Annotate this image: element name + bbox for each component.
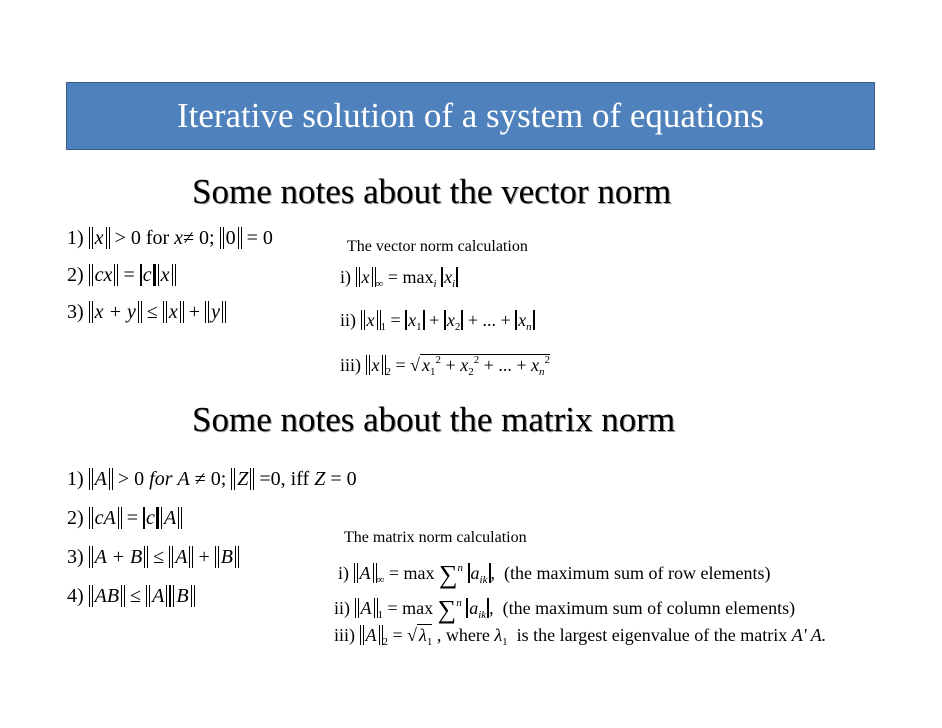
matrix-property-1: 1) A > 0 for A ≠ 0; Z =0, iff Z = 0: [67, 468, 357, 490]
matrix-norm-two: iii) A $_2$ = √ $\lambda_1$ , where $\lambda_1$ is the largest eigenvalue of the matrix A' A.: [334, 625, 827, 648]
sum-symbol: ∑: [439, 560, 458, 589]
matrix-norm-caption: The matrix norm calculation: [344, 529, 527, 546]
matrix-norm-one: ii) A $_1$ = max ∑$^n$ $a_{ik}$ , (the maximum sum of column elements): [334, 595, 796, 624]
matrix-property-3: 3) A + B ≤ A + B: [67, 545, 239, 569]
vector-property-2: 2) cx = c x: [67, 263, 176, 287]
matrix-property-2: 2) cA = c A: [67, 506, 182, 530]
vector-norm-caption: The vector norm calculation: [347, 238, 528, 255]
vector-property-1: 1) x > 0 for x≠ 0; 0 = 0: [67, 227, 273, 249]
vector-norm-infinity: i) x $_\infty = \max_i x_i$: [340, 266, 458, 295]
sum-symbol: ∑: [437, 595, 457, 624]
vector-norm-one: ii) x $_1 = x_1 + x_2$ + ... + $x_n$: [340, 309, 535, 338]
slide-title: Iterative solution of a system of equations: [176, 96, 765, 135]
vector-property-3: 3) x + y ≤ x + y: [67, 300, 226, 324]
sqrt-symbol: √: [410, 355, 421, 375]
matrix-property-4: 4) AB ≤ A B: [67, 584, 195, 608]
vector-norm-heading: Some notes about the vector norm: [192, 172, 672, 211]
matrix-norm-heading: Some notes about the matrix norm: [192, 400, 676, 439]
vector-norm-two: iii) x $_2$ = √ $x_1^2 + x_2^2$ + ... + $x_n^2$: [340, 354, 551, 378]
sqrt-symbol: √: [407, 625, 418, 645]
matrix-norm-infinity: i) A $_\infty$ = max ∑$^n$ $a_{ik}$ , (the maximum sum of row elements): [338, 560, 771, 589]
